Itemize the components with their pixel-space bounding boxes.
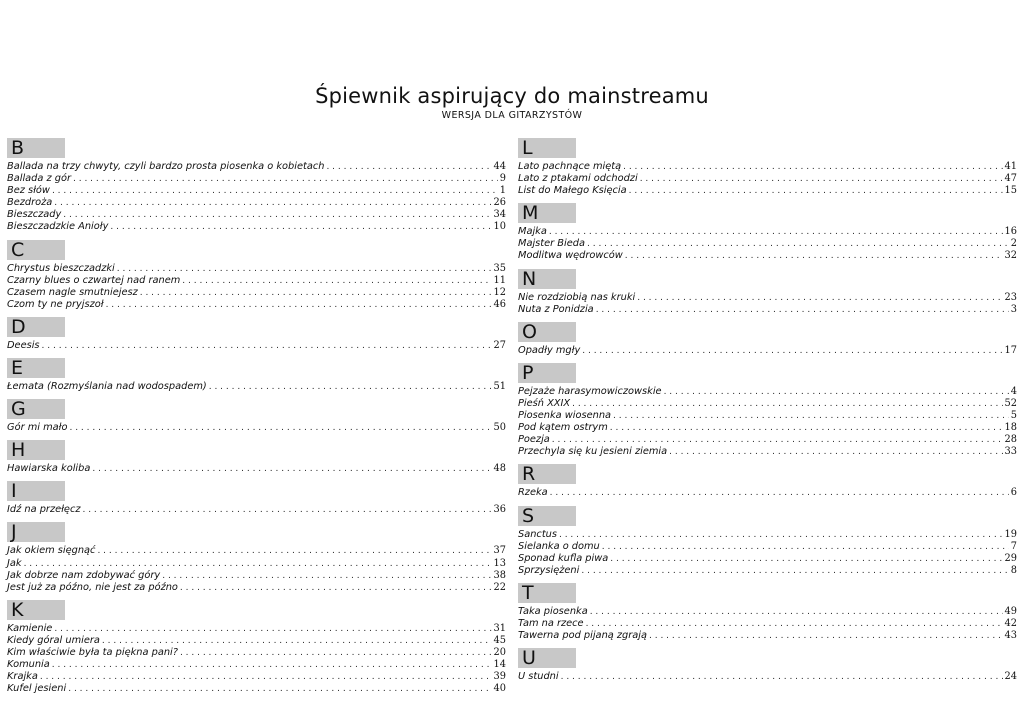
section-entries [518,529,1017,577]
entry-page-number: 15 [1004,185,1017,197]
entry-page-number: 52 [1004,397,1017,409]
dot-leader [549,226,1003,238]
entry-page-number: 9 [499,173,506,185]
dot-leader [110,221,491,233]
index-entry[interactable] [7,570,506,582]
entry-page-number: 16 [1004,226,1017,238]
entry-page-number: 37 [493,545,506,557]
entry-title: Czom ty ne pryjszoł [7,298,104,310]
section-entries [518,671,1017,683]
entry-title: Kiedy góral umiera [7,634,100,646]
index-entry[interactable] [518,541,1017,553]
dot-leader [180,582,492,594]
index-entry[interactable] [7,209,506,221]
dot-leader [664,386,1009,398]
entry-title: Lato pachnące miętą [518,161,622,172]
index-entry[interactable] [518,292,1017,304]
dot-leader [92,463,491,475]
entry-page-number: 1 [499,185,506,197]
entry-page-number: 48 [493,463,506,475]
entry-page-number: 24 [1004,671,1017,683]
dot-leader [669,446,1002,458]
section-entries [7,263,506,311]
entry-title: Krajka [7,671,38,683]
dot-leader [586,618,1003,630]
dot-leader [590,606,1003,618]
entry-title: U studni [518,671,559,683]
dot-leader [629,185,1003,197]
entry-title: Modlitwa wędrowców [518,250,623,262]
index-entry[interactable] [518,565,1017,577]
index-entry[interactable] [7,635,506,647]
dot-leader [162,570,491,582]
entry-page-number: 22 [493,581,506,593]
index-entry[interactable] [7,263,506,275]
entry-page-number: 34 [493,209,506,221]
section-letter-g: G [7,399,65,419]
index-entry[interactable] [518,386,1017,398]
dot-leader [140,287,492,299]
dot-leader [42,340,492,352]
index-entry[interactable] [7,671,506,683]
entry-page-number: 40 [493,683,506,695]
entry-page-number: 20 [493,646,506,658]
index-entry[interactable] [518,630,1017,642]
entry-page-number: 45 [493,634,506,646]
entry-title: Bez słów [7,185,50,197]
dot-leader [582,345,1002,357]
index-entry[interactable] [518,446,1017,458]
entry-page-number: 49 [1004,605,1017,617]
dot-leader [572,398,1002,410]
section-letter-n: N [518,269,576,289]
dot-leader [649,630,1003,642]
entry-title: Ballada z gór [7,173,72,185]
index-entry[interactable] [7,287,506,299]
entry-page-number: 31 [493,622,506,634]
entry-title: Idź na przełęcz [7,504,81,516]
section-entries [518,345,1017,357]
dot-leader [54,623,491,635]
index-entry[interactable] [518,553,1017,565]
index-entry[interactable] [518,434,1017,446]
dot-leader [637,292,1002,304]
entry-page-number: 32 [1004,250,1017,262]
entry-page-number: 28 [1004,434,1017,446]
index-entry[interactable] [518,410,1017,422]
index-column-right [518,138,1017,689]
entry-title: Czasem nagle smutniejesz [7,286,138,298]
index-entry[interactable] [7,504,506,516]
entry-page-number: 35 [493,262,506,274]
section-letter-e: E [7,358,65,378]
entry-page-number: 18 [1004,422,1017,434]
dot-leader [68,683,491,695]
entry-title: Pod kątem ostrym [518,422,608,434]
section-letter-i: I [7,481,65,501]
section-entries [7,545,506,593]
dot-leader [69,422,491,434]
section-letter-j: J [7,522,65,542]
entry-title: Pejzaże harasymowiczowskie [518,385,662,397]
entry-page-number: 2 [1010,238,1017,250]
section-entries [7,381,506,393]
index-column-left [7,138,506,701]
entry-title: Nie rozdziobią nas kruki [518,291,636,303]
page-title: Śpiewnik aspirujący do mainstreamu [315,84,709,108]
section-entries [7,340,506,352]
dot-leader [623,161,1002,173]
index-entry[interactable] [7,558,506,570]
entry-page-number: 51 [493,381,506,393]
dot-leader [54,197,491,209]
entry-page-number: 17 [1004,344,1017,356]
entry-title: Komunia [7,659,50,671]
index-entry[interactable] [7,582,506,594]
entry-title: Tam na rzece [518,617,584,629]
section-entries [7,504,506,516]
index-entry[interactable] [7,623,506,635]
section-letter-s: S [518,506,576,526]
section-entries [7,161,506,234]
entry-title: Taka piosenka [518,605,588,617]
dot-leader [326,161,491,173]
entry-page-number: 4 [1010,385,1017,397]
entry-page-number: 10 [493,221,506,233]
entry-title: Nuta z Ponidzia [518,303,594,315]
section-entries [518,606,1017,642]
entry-page-number: 5 [1010,410,1017,422]
entry-title: Jest już za późno, nie jest za późno [7,581,178,593]
index-entry[interactable] [518,226,1017,238]
dot-leader [182,275,491,287]
entry-page-number: 50 [493,422,506,434]
dot-leader [180,647,492,659]
entry-title: Jak okiem sięgnąć [7,545,96,557]
entry-title: Łemata (Rozmyślania nad wodospadem) [7,381,207,393]
index-entry[interactable] [518,304,1017,316]
index-entry[interactable] [518,606,1017,618]
index-entry[interactable] [518,161,1017,173]
entry-title: Majka [518,226,547,238]
section-entries [518,487,1017,499]
index-entry[interactable] [7,659,506,671]
entry-title: Majster Bieda [518,238,585,250]
section-entries [7,463,506,475]
entry-page-number: 12 [493,286,506,298]
dot-leader [613,410,1009,422]
index-entry[interactable] [7,197,506,209]
section-entries [518,386,1017,459]
entry-title: Jak dobrze nam zdobywać góry [7,569,161,581]
entry-title: Bieszczadzkie Anioły [7,221,109,233]
dot-leader [602,541,1009,553]
index-entry[interactable] [7,185,506,197]
dot-leader [610,422,1003,434]
section-letter-b: B [7,138,65,158]
dot-leader [559,529,1003,541]
entry-page-number: 6 [1010,487,1017,499]
entry-title: Kamienie [7,622,53,634]
entry-page-number: 7 [1010,540,1017,552]
dot-leader [97,545,491,557]
entry-page-number: 8 [1010,564,1017,576]
entry-title: Sielanka o domu [518,540,600,552]
entry-title: Poezja [518,434,550,446]
entry-title: Piosenka wiosenna [518,410,612,422]
entry-page-number: 44 [493,161,506,172]
section-letter-m: M [518,203,576,223]
dot-leader [102,635,492,647]
entry-title: Tawerna pod pijaną zgrają [518,630,648,642]
dot-leader [552,434,1003,446]
index-entry[interactable] [518,671,1017,683]
index-entry[interactable] [7,463,506,475]
section-letter-c: C [7,240,65,260]
entry-title: Deesis [7,339,40,351]
index-entry[interactable] [7,173,506,185]
section-entries [7,623,506,696]
entry-page-number: 39 [493,671,506,683]
entry-title: Ballada na trzy chwyty, czyli bardzo prosta piosenka o kobietach [7,161,325,172]
entry-title: Sanctus [518,528,557,540]
entry-page-number: 36 [493,504,506,516]
entry-page-number: 27 [493,339,506,351]
dot-leader [596,304,1009,316]
section-entries [518,292,1017,316]
dot-leader [640,173,1003,185]
entry-page-number: 38 [493,569,506,581]
dot-leader [209,381,492,393]
section-entries [518,226,1017,262]
entry-page-number: 33 [1004,446,1017,458]
entry-title: Lato z ptakami odchodzi [518,173,638,185]
entry-page-number: 11 [493,274,506,286]
section-entries [7,422,506,434]
section-letter-k: K [7,600,65,620]
index-entry[interactable] [518,487,1017,499]
entry-page-number: 13 [493,557,506,569]
section-letter-l: L [518,138,576,158]
section-entries [518,161,1017,197]
entry-title: Sprzysiężeni [518,564,580,576]
index-entry[interactable] [518,529,1017,541]
entry-title: Opadły mgły [518,344,581,356]
entry-title: Przechyla się ku jesieni ziemia [518,446,668,458]
entry-title: List do Małego Księcia [518,185,627,197]
entry-title: Chrystus bieszczadzki [7,262,115,274]
index-entry[interactable] [518,250,1017,262]
section-letter-u: U [518,648,576,668]
entry-page-number: 3 [1010,303,1017,315]
entry-page-number: 47 [1004,173,1017,185]
index-entry[interactable] [7,161,506,173]
index-entry[interactable] [7,221,506,233]
index-entry[interactable] [7,275,506,287]
index-entry[interactable] [7,545,506,557]
dot-leader [40,671,492,683]
dot-leader [52,185,498,197]
entry-title: Bieszczady [7,209,62,221]
page-subtitle: WERSJA DLA GITARZYSTÓW [441,110,583,121]
section-letter-r: R [518,464,576,484]
index-entry[interactable] [7,381,506,393]
entry-title: Kim właściwie była ta piękna pani? [7,646,178,658]
index-entry[interactable] [518,422,1017,434]
index-entry[interactable] [518,173,1017,185]
dot-leader [73,173,498,185]
dot-leader [82,504,491,516]
entry-title: Czarny blues o czwartej nad ranem [7,274,181,286]
index-entry[interactable] [7,340,506,352]
index-entry[interactable] [7,299,506,311]
entry-page-number: 42 [1004,617,1017,629]
index-entry[interactable] [518,398,1017,410]
index-entry[interactable] [518,618,1017,630]
dot-leader [106,299,492,311]
entry-title: Hawiarska koliba [7,463,91,475]
entry-page-number: 14 [493,659,506,671]
dot-leader [63,209,491,221]
entry-page-number: 43 [1004,630,1017,642]
dot-leader [581,565,1008,577]
section-letter-h: H [7,440,65,460]
index-entry[interactable] [518,345,1017,357]
index-entry[interactable] [518,238,1017,250]
entry-page-number: 41 [1004,161,1017,172]
dot-leader [561,671,1003,683]
entry-title: Sponad kufla piwa [518,552,609,564]
entry-title: Pieśń XXIX [518,397,571,409]
dot-leader [117,263,492,275]
section-letter-t: T [518,583,576,603]
dot-leader [610,553,1002,565]
dot-leader [587,238,1009,250]
dot-leader [625,250,1003,262]
entry-title: Rzeka [518,487,548,499]
dot-leader [52,659,492,671]
index-entry[interactable] [518,185,1017,197]
entry-page-number: 46 [493,298,506,310]
entry-page-number: 29 [1004,552,1017,564]
section-letter-p: P [518,363,576,383]
index-entry[interactable] [7,683,506,695]
section-letter-d: D [7,317,65,337]
dot-leader [24,558,492,570]
entry-page-number: 23 [1004,291,1017,303]
section-letter-o: O [518,322,576,342]
index-entry[interactable] [7,647,506,659]
entry-title: Bezdroża [7,197,53,209]
dot-leader [550,487,1009,499]
entry-title: Kufel jesieni [7,683,67,695]
entry-title: Gór mi mało [7,422,68,434]
index-entry[interactable] [7,422,506,434]
entry-title: Jak [7,557,22,569]
entry-page-number: 26 [493,197,506,209]
entry-page-number: 19 [1004,528,1017,540]
